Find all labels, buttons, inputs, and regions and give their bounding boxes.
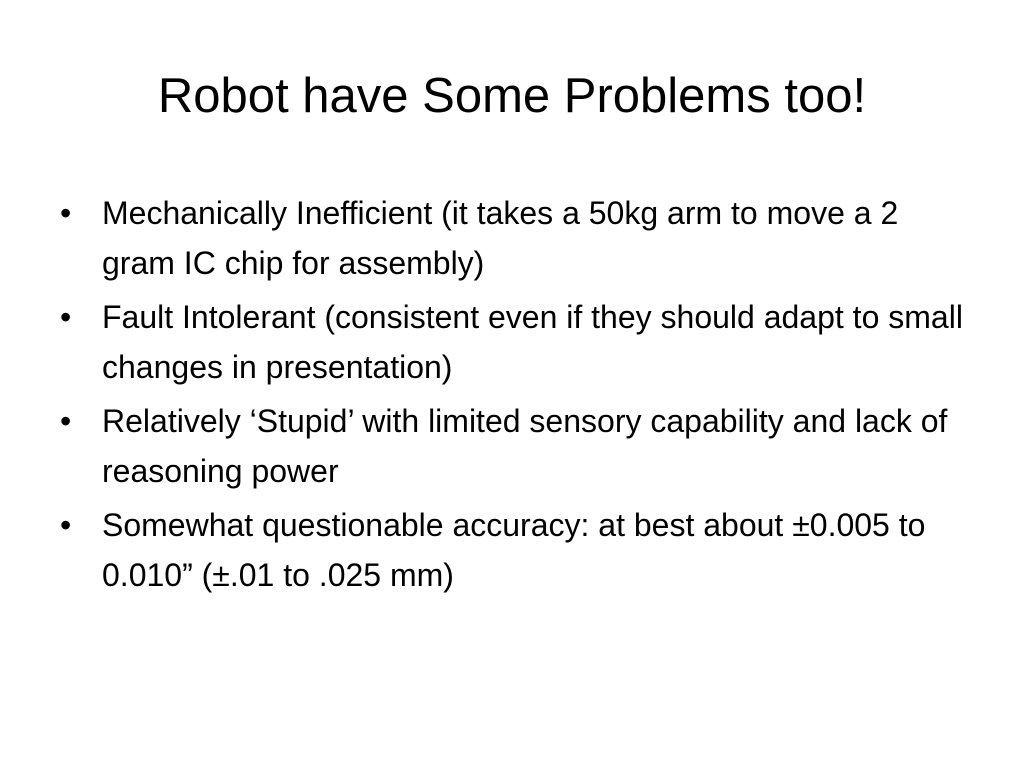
bullet-item-relatively-stupid <box>60 396 980 496</box>
bullet-dot-icon: • <box>60 195 72 231</box>
slide-title: Robot have Some Problems too! <box>157 69 867 123</box>
bullet-list <box>60 188 980 604</box>
bullet-item-mechanically-inefficient <box>60 188 980 288</box>
bullet-text: Fault Intolerant (consistent even if they should adapt to small changes in presentation) <box>102 299 963 385</box>
bullet-dot-icon: • <box>60 299 72 335</box>
bullet-text: Relatively ‘Stupid’ with limited sensory capability and lack of reasoning power <box>102 403 948 489</box>
bullet-item-fault-intolerant <box>60 292 980 392</box>
bullet-dot-icon: • <box>60 403 72 439</box>
bullet-text: Somewhat questionable accuracy: at best about ±0.005 to 0.010” (±.01 to .025 mm) <box>102 507 926 593</box>
bullet-text: Mechanically Inefficient (it takes a 50kg arm to move a 2 gram IC chip for assembly) <box>102 195 899 281</box>
bullet-item-questionable-accuracy <box>60 500 980 600</box>
bullet-dot-icon: • <box>60 507 72 543</box>
